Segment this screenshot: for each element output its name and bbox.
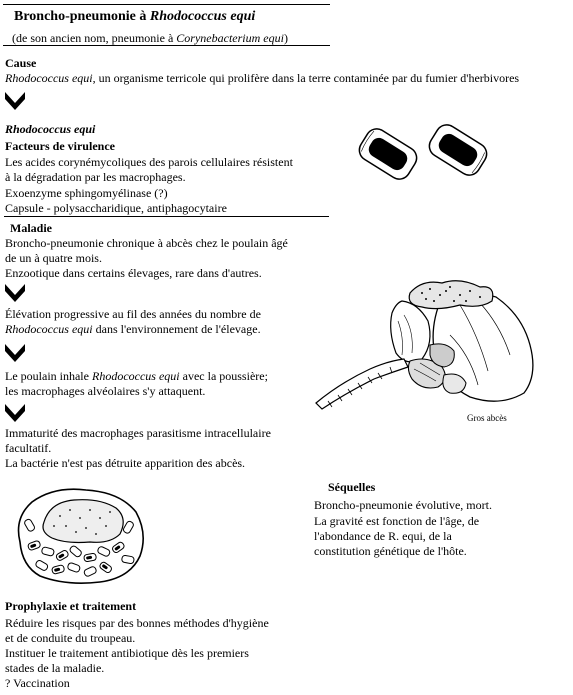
prophylaxie-line: et de conduite du troupeau. — [5, 631, 136, 645]
sequelles-line: Broncho-pneumonie évolutive, mort. — [314, 498, 492, 512]
prophylaxie-heading: Prophylaxie et traitement — [5, 599, 137, 613]
down-arrow-icon — [4, 282, 26, 306]
section-divider — [4, 216, 329, 217]
prophylaxie-line: stades de la maladie. — [5, 661, 105, 675]
virulence-line: Exoenzyme sphingomyélinase (?) — [5, 186, 168, 200]
maladie-line: de un à quatre mois. — [5, 251, 102, 265]
step1-line: Élévation progressive au fil des années du nombre de — [5, 307, 261, 321]
bacteria-illustration — [348, 116, 498, 192]
subtitle-suffix: ) — [283, 31, 288, 45]
sequelles-line: La gravité est fonction de l'âge, de — [314, 514, 480, 528]
figure-caption: Gros abcès — [467, 413, 507, 423]
sequelles-line: constitution génétique de l'hôte. — [314, 544, 467, 558]
down-arrow-icon — [4, 90, 26, 114]
down-arrow-icon — [4, 402, 26, 426]
cause-heading: Cause — [5, 56, 37, 70]
page-subtitle — [12, 31, 288, 46]
virulence-line: Les acides corynémycoliques des parois cellulaires résistent — [5, 155, 293, 169]
prophylaxie-line: Réduire les risques par des bonnes méthodes d'hygiène — [5, 616, 269, 630]
cause-organism: Rhodococcus equi — [5, 71, 93, 85]
macrophage-illustration — [10, 482, 150, 586]
down-arrow-icon — [4, 342, 26, 366]
step3-line: La bactérie n'est pas détruite apparition des abcès. — [5, 456, 246, 470]
sequelles-line: l'abondance de R. equi, de la — [314, 529, 452, 543]
title-text: Broncho-pneumonie à — [14, 9, 150, 24]
virulence-organism-heading: Rhodococcus equi — [5, 122, 96, 136]
title-organism: Rhodococcus equi — [149, 9, 256, 24]
step3-line: facultatif. — [5, 441, 52, 455]
title-box — [3, 4, 330, 46]
lung-abscess-illustration — [310, 275, 542, 415]
page-title — [14, 9, 255, 25]
maladie-line: Enzootique dans certains élevages, rare dans d'autres. — [5, 266, 262, 280]
step2-suffix: avec la poussière; — [179, 369, 268, 383]
virulence-heading: Facteurs de virulence — [5, 139, 115, 153]
step3-line: Immaturité des macrophages parasitisme intracellulaire — [5, 426, 271, 440]
subtitle-organism: Corynebacterium equi — [176, 31, 284, 45]
sequelles-heading: Séquelles — [328, 480, 376, 494]
maladie-line: Broncho-pneumonie chronique à abcès chez le poulain âgé — [5, 236, 288, 250]
maladie-heading: Maladie — [10, 221, 52, 235]
step2-organism: Rhodococcus equi — [91, 369, 180, 383]
step1-organism: Rhodococcus equi — [5, 322, 93, 336]
step1-line — [5, 322, 261, 337]
step1-suffix: dans l'environnement de l'élevage. — [92, 322, 261, 336]
prophylaxie-line: ? Vaccination — [5, 676, 70, 690]
cause-text — [5, 71, 519, 86]
virulence-line: Capsule - polysaccharidique, antiphagocytaire — [5, 201, 227, 215]
step2-line: les macrophages alvéolaires s'y attaquent. — [5, 384, 206, 398]
step2-prefix: Le poulain inhale — [5, 369, 92, 383]
virulence-line: à la dégradation par les macrophages. — [5, 170, 186, 184]
cause-description: , un organisme terricole qui prolifère dans la terre contaminée par du fumier d'herbivores — [92, 71, 520, 85]
prophylaxie-line: Instituer le traitement antibiotique dès les premiers — [5, 646, 249, 660]
subtitle-prefix: (de son ancien nom, pneumonie à — [12, 31, 177, 45]
step2-line — [5, 369, 268, 384]
